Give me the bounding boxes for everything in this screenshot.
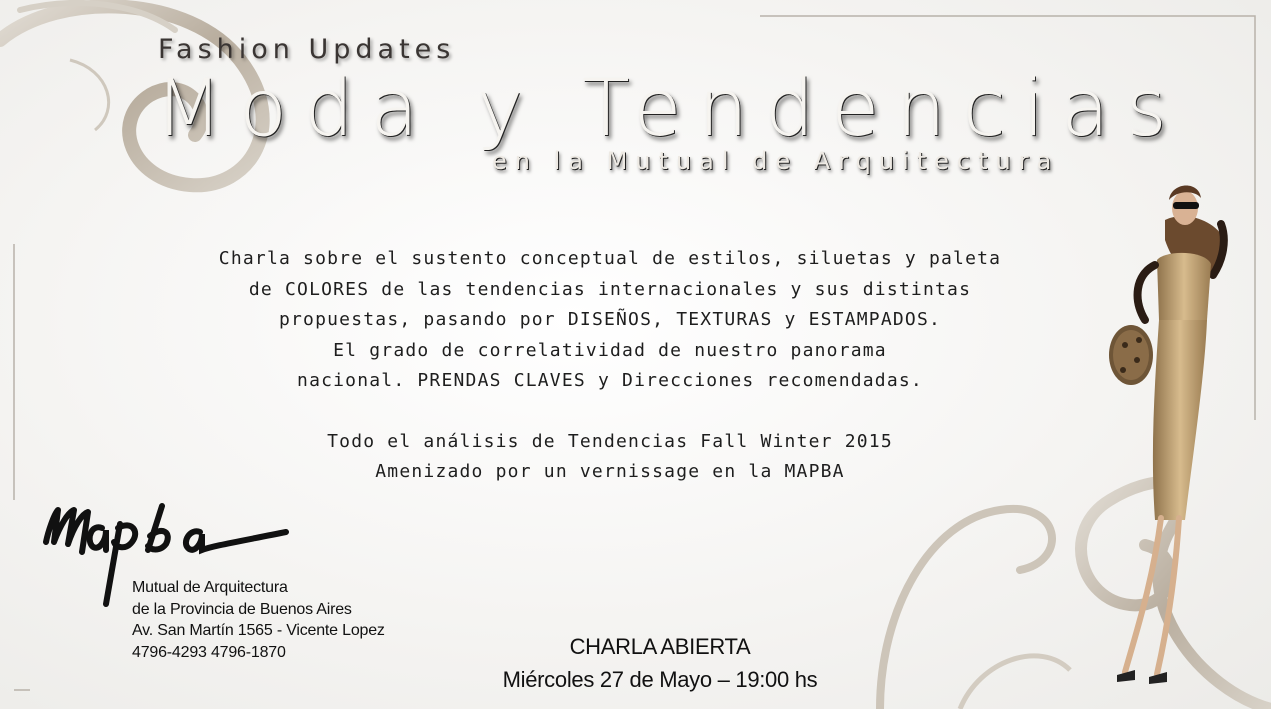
page-title: Moda y Tendencias <box>155 64 1184 154</box>
description-line: Charla sobre el sustento conceptual de estilos, siluetas y paleta <box>218 248 1002 269</box>
org-phones: 4796-4293 4796-1870 <box>132 643 286 661</box>
event-type: CHARLA ABIERTA <box>569 634 751 659</box>
fashion-illustration <box>1095 180 1245 690</box>
header-kicker: Fashion Updates <box>158 34 456 65</box>
org-address: Av. San Martín 1565 - Vicente Lopez <box>132 622 385 639</box>
event-datetime: Miércoles 27 de Mayo – 19:00 hs <box>502 667 818 692</box>
description-line: El grado de correlatividad de nuestro panorama <box>333 339 887 361</box>
page-subtitle: en la Mutual de Arquitectura <box>492 147 1060 175</box>
org-line: Mutual de Arquitectura <box>132 579 288 596</box>
description-extra-line: Todo el análisis de Tendencias Fall Winter 2015 <box>327 430 893 452</box>
description-line: de COLORES de las tendencias internacionales y sus distintas <box>248 278 972 300</box>
spacer <box>160 397 1060 427</box>
description-line: nacional. PRENDAS CLAVES y Direcciones recomendadas. <box>297 370 923 391</box>
description-block <box>160 244 1060 488</box>
event-info <box>490 630 830 696</box>
org-line: de la Provincia de Buenos Aires <box>132 600 352 618</box>
description-extra-line: Amenizado por un vernissage en la MAPBA <box>375 461 845 482</box>
organization-info <box>132 577 385 663</box>
description-line: propuestas, pasando por DISEÑOS, TEXTURAS y ESTAMPADOS. <box>278 309 942 330</box>
